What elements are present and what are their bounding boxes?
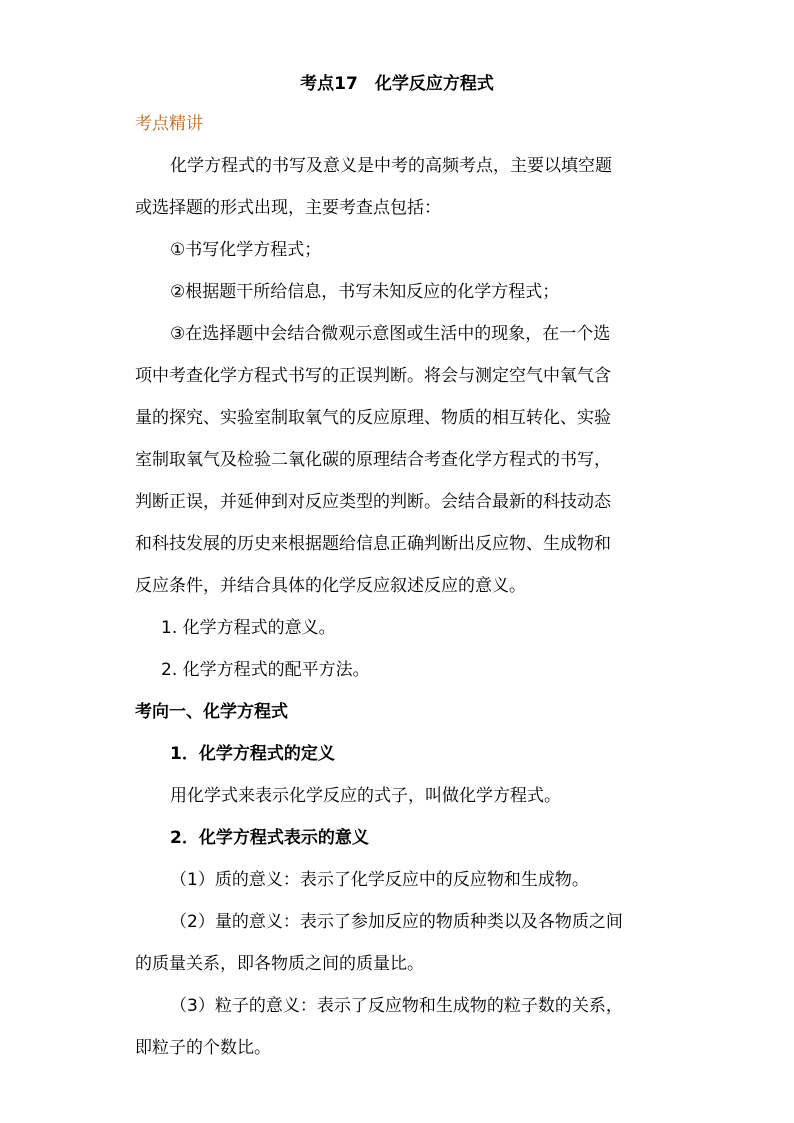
page-title: 考点17 化学反应方程式 [300, 74, 494, 94]
point-3-line-1: ③在选择题中会结合微观示意图或生活中的现象，在一个选 [170, 324, 611, 344]
sub-heading-2: 2．化学方程式表示的意义 [170, 828, 369, 848]
section-label: 考点精讲 [135, 114, 203, 134]
list-item-1: 1. 化学方程式的意义。 [161, 618, 336, 638]
definition-text: 用化学式来表示化学反应的式子，叫做化学方程式。 [170, 786, 561, 806]
list-item-2: 2. 化学方程式的配平方法。 [161, 660, 370, 680]
point-3-line-6: 和科技发展的历史来根据题给信息正确判断出反应物、生成物和 [135, 534, 611, 554]
meaning-2-line-1: （2）量的意义：表示了参加反应的物质种类以及各物质之间 [170, 912, 623, 932]
point-1: ①书写化学方程式； [170, 240, 322, 260]
sub-heading-1: 1．化学方程式的定义 [170, 744, 335, 764]
point-3-line-2: 项中考查化学方程式书写的正误判断。将会与测定空气中氧气含 [135, 366, 611, 386]
point-3-line-3: 量的探究、实验室制取氧气的反应原理、物质的相互转化、实验 [135, 408, 611, 428]
meaning-2-line-2: 的质量关系，即各物质之间的质量比。 [135, 954, 424, 974]
meaning-3-line-2: 即粒子的个数比。 [135, 1038, 271, 1058]
intro-line-1: 化学方程式的书写及意义是中考的高频考点，主要以填空题 [170, 156, 612, 176]
point-3-line-4: 室制取氧气及检验二氧化碳的原理结合考查化学方程式的书写， [135, 450, 611, 470]
direction-heading: 考向一、化学方程式 [135, 702, 288, 722]
meaning-3-line-1: （3）粒子的意义：表示了反应物和生成物的粒子数的关系， [170, 996, 623, 1016]
point-3-line-7: 反应条件，并结合具体的化学反应叙述反应的意义。 [135, 576, 526, 596]
meaning-1: （1）质的意义：表示了化学反应中的反应物和生成物。 [170, 870, 589, 890]
point-2: ②根据题干所给信息，书写未知反应的化学方程式； [170, 282, 560, 302]
point-3-line-5: 判断正误，并延伸到对反应类型的判断。会结合最新的科技动态 [135, 492, 611, 512]
intro-line-2: 或选择题的形式出现，主要考查点包括： [135, 198, 441, 218]
